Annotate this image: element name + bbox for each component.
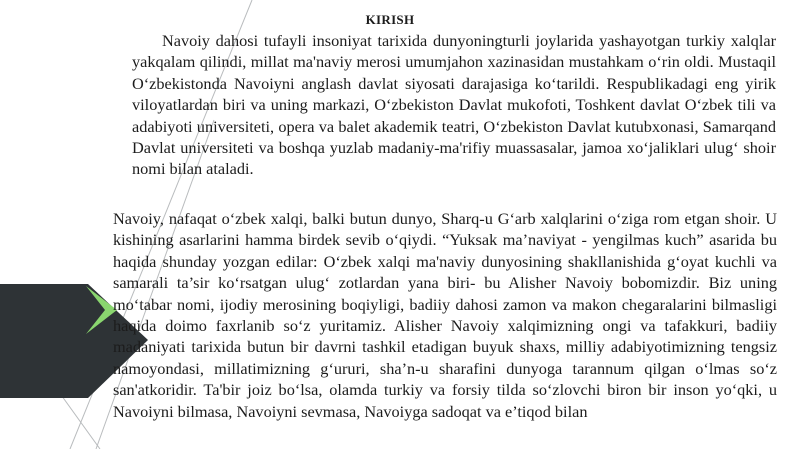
paragraph-body: Navoiy, nafaqat o‘zbek xalqi, balki butun dunyo, Sharq-u G‘arb xalqlarini o‘ziga rom etgan shoir. U kishining asarlarini hamma birdek sevib o‘qiydi. “Yuksak ma’naviyat - yengilmas kuch” asarida bu haqida shunday yozgan edilar: O‘zbek xalqi ma'naviy dunyosining shakllanishida g‘oyat kuchli va samarali ta’sir ko‘rsatgan ulug‘ zotlardan yana biri- bu Alisher Navoiy bobomizdir. Biz uning mo‘tabar nomi, ijodiy merosining boqiyligi, badiiy dahosi zamon va makon chegaralarini bilmasligi haqida doimo faxrlanib so‘z yuritamiz. Alisher Navoiy xalqimizning ongi va tafakkuri, badiiy madaniyati tarixida butun bir davrni tashkil etadigan buyuk shaxs, milliy adabiyotimizning tengsiz namoyondasi, millatimizning g‘ururi, sha’n-u sharafini dunyoga tarannum qilgan o‘lmas so‘z san'atkoridir. Ta'bir joiz bo‘lsa, olamda turkiy va forsiy tilda so‘zlovchi biron bir inson yo‘qki, u Navoiyni bilmasa, Navoiyni sevmasa, Navoiyga sadoqat va e’tiqod bilan (113, 209, 777, 421)
section-heading: KIRISH (365, 12, 415, 27)
paragraph-intro: Navoiy dahosi tufayli insoniyat tarixida dunyoningturli joylarida yashayotgan turkiy xalqlar yakqalam qilindi, millat ma'naviy merosi umumjahon xazinasidan mustahkam o‘rin oldi. Mustaqil O‘zbekistonda Navoiyni anglash davlat siyosati darajasiga ko‘tarildi. Respublikadagi eng yirik viloyatlardan biri va uning markazi, O‘zbekiston Davlat mukofoti, Toshkent davlat O‘zbek tili va adabiyoti universiteti, opera va balet akademik teatri, O‘zbekiston Davlat kutubxonasi, Samarqand Davlat universiteti va boshqa yuzlab madaniy-ma'rifiy muassasalar, jamoa xo‘jaliklari ulug‘ shoir nomi bilan ataladi. (132, 31, 776, 179)
